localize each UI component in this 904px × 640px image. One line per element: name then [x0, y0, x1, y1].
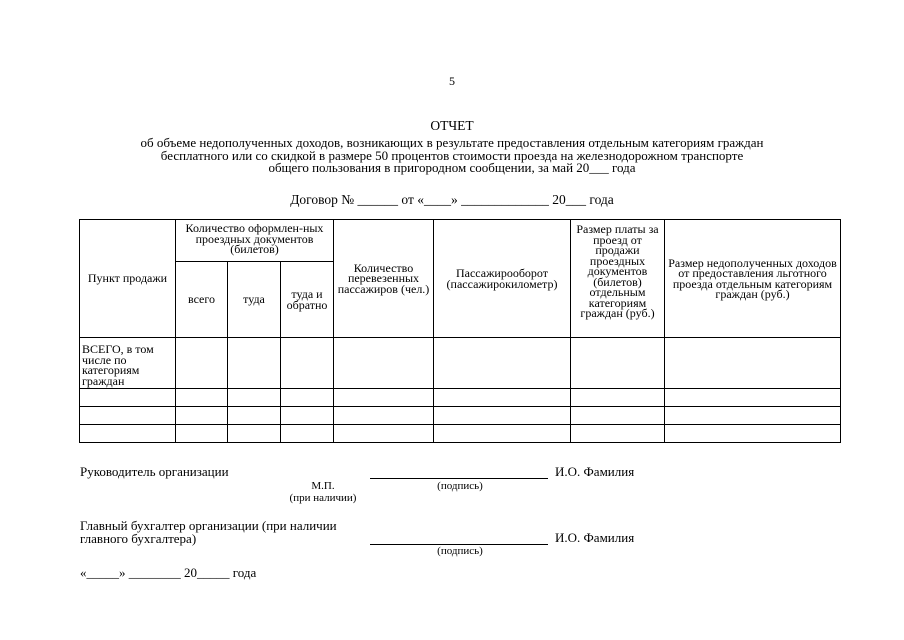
chief-accountant-label-line-2: главного бухгалтера)	[80, 531, 197, 546]
header-docs-issued: Количество оформлен-ных проездных документов (билетов)	[176, 220, 334, 262]
header-lost-income: Размер недополученных доходов от предоставления льготного проезда отдельным категориям граждан (руб.)	[665, 220, 841, 338]
subtitle-line-3: общего пользования в пригородном сообщении, за май 20___ года	[268, 160, 636, 175]
table-row	[80, 425, 841, 443]
row-total-label: ВСЕГО, в том числе по категориям граждан	[80, 338, 176, 389]
stamp-label: М.П.	[311, 480, 335, 492]
table-row	[80, 407, 841, 425]
page-number: 5	[449, 74, 455, 88]
table-cell	[665, 338, 841, 389]
table-cell	[334, 389, 434, 407]
table-row	[80, 389, 841, 407]
table-cell	[434, 389, 571, 407]
table-cell	[228, 425, 281, 443]
table-cell	[334, 338, 434, 389]
table-cell	[665, 389, 841, 407]
header-round-trip: туда и обратно	[281, 262, 334, 338]
header-total: всего	[176, 262, 228, 338]
chief-accountant-label	[80, 519, 337, 545]
chief-accountant-label-line-1: Главный бухгалтер организации (при наличии	[80, 518, 337, 533]
header-row-1	[80, 220, 841, 262]
date-line: «_____» ________ 20_____ года	[80, 565, 257, 580]
table-cell	[334, 407, 434, 425]
header-passenger-turnover: Пассажирооборот (пассажирокилометр)	[434, 220, 571, 338]
head-signature-line	[370, 477, 548, 479]
table-cell	[571, 407, 665, 425]
header-fare-amount: Размер платы за проезд от продажи проездных документов (билетов) отдельным категориям граждан (руб.)	[571, 220, 665, 338]
head-name-placeholder: И.О. Фамилия	[555, 464, 635, 479]
accountant-signature-caption: (подпись)	[437, 545, 483, 557]
table-cell	[281, 389, 334, 407]
table-cell	[334, 425, 434, 443]
table-cell	[434, 338, 571, 389]
report-subtitle	[60, 137, 844, 175]
table-cell	[176, 389, 228, 407]
table-cell	[571, 389, 665, 407]
table-cell	[176, 425, 228, 443]
header-passengers: Количество перевезенных пассажиров (чел.)	[334, 220, 434, 338]
table-cell	[80, 389, 176, 407]
subtitle-line-1: об объеме недополученных доходов, возникающих в результате предоставления отдельным категориям граждан	[140, 135, 764, 150]
table-cell	[665, 425, 841, 443]
header-point-of-sale: Пункт продажи	[80, 220, 176, 338]
table-cell	[571, 425, 665, 443]
table-cell	[281, 407, 334, 425]
report-title: ОТЧЕТ	[430, 118, 474, 133]
contract-line: Договор № ______ от «____» _____________ 20___ года	[290, 192, 614, 207]
table-cell	[228, 338, 281, 389]
table-cell	[176, 338, 228, 389]
subtitle-line-2: бесплатного или со скидкой в размере 50 процентов стоимости проезда на железнодорожном транспорте	[160, 147, 744, 163]
head-signature-caption: (подпись)	[437, 480, 483, 492]
table-cell	[434, 425, 571, 443]
table-cell	[665, 407, 841, 425]
head-of-organization-label: Руководитель организации	[80, 464, 229, 479]
header-one-way: туда	[228, 262, 281, 338]
table-cell	[571, 338, 665, 389]
table-cell	[228, 389, 281, 407]
table-cell	[80, 425, 176, 443]
accountant-name-placeholder: И.О. Фамилия	[555, 530, 635, 545]
stamp-note: (при наличии)	[289, 492, 357, 504]
table-cell	[228, 407, 281, 425]
table-cell	[281, 338, 334, 389]
report-table	[79, 219, 841, 443]
table-cell	[434, 407, 571, 425]
table-cell	[281, 425, 334, 443]
table-cell	[80, 407, 176, 425]
table-cell	[176, 407, 228, 425]
table-row-total	[80, 338, 841, 389]
